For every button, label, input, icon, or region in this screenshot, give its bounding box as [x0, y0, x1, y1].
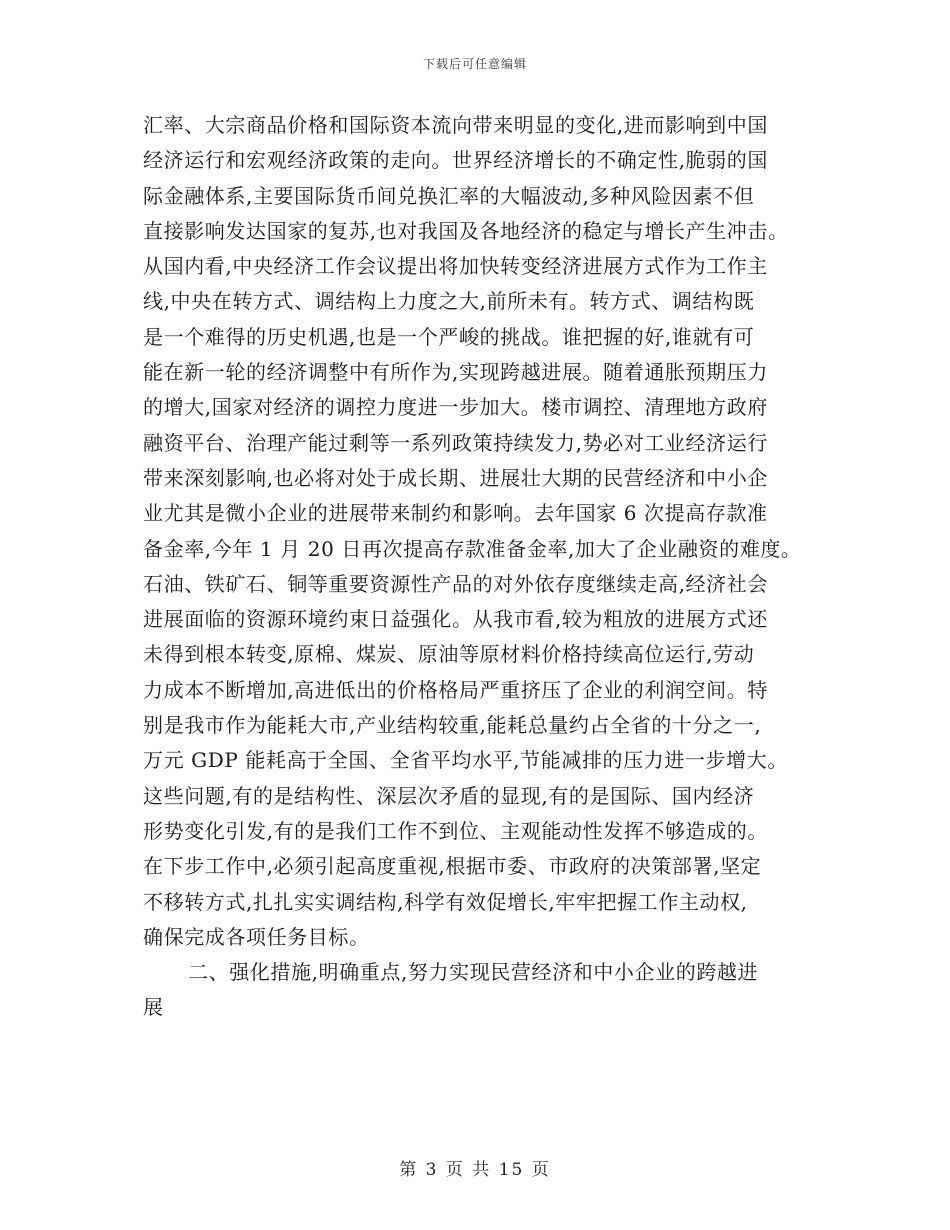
body-line: 万元 GDP 能耗高于全国、全省平均水平,节能减排的压力进一步增大。 — [143, 748, 788, 773]
body-line: 石油、铁矿石、铜等重要资源性产品的对外依存度继续走高,经济社会 — [143, 571, 768, 596]
body-line: 进展面临的资源环境约束日益强化。从我市看,较为粗放的进展方式还 — [143, 607, 768, 632]
body-line: 的增大,国家对经济的调控力度进一步加大。楼市调控、清理地方政府 — [143, 395, 768, 420]
document-body — [143, 108, 813, 1026]
section-heading-continuation: 展 — [143, 995, 164, 1020]
body-line: 业尤其是微小企业的进展带来制约和影响。去年国家 6 次提高存款准 — [143, 501, 768, 526]
body-line: 别是我市作为能耗大市,产业结构较重,能耗总量约占全省的十分之一, — [143, 713, 762, 738]
body-line: 从国内看,中央经济工作会议提出将加快转变经济进展方式作为工作主 — [143, 254, 768, 279]
body-line: 这些问题,有的是结构性、深层次矛盾的显现,有的是国际、国内经济 — [143, 783, 755, 808]
body-line: 形势变化引发,有的是我们工作不到位、主观能动性发挥不够造成的。 — [143, 818, 768, 843]
body-line: 不移转方式,扎扎实实调结构,科学有效促增长,牢牢把握工作主动权, — [143, 889, 748, 914]
body-line: 是一个难得的历史机遇,也是一个严峻的挑战。谁把握的好,谁就有可 — [143, 324, 755, 349]
body-line: 能在新一轮的经济调整中有所作为,实现跨越进展。随着通胀预期压力 — [143, 360, 768, 385]
body-line: 经济运行和宏观经济政策的走向。世界经济增长的不确定性,脆弱的国 — [143, 148, 768, 173]
page-header: 下载后可任意编辑 — [422, 57, 527, 71]
body-line: 际金融体系,主要国际货币间兑换汇率的大幅波动,多种风险因素不但 — [143, 183, 755, 208]
body-line: 在下步工作中,必须引起高度重视,根据市委、市政府的决策部署,坚定 — [143, 854, 762, 879]
body-line: 线,中央在转方式、调结构上力度之大,前所未有。转方式、调结构既 — [143, 289, 755, 314]
body-line: 力成本不断增加,高进低出的价格格局严重挤压了企业的利润空间。特 — [143, 677, 768, 702]
body-line: 融资平台、治理产能过剩等一系列政策持续发力,势必对工业经济运行 — [143, 430, 768, 455]
section-heading: 二、强化措施,明确重点,努力实现民营经济和中小企业的跨越进 — [188, 960, 759, 985]
body-line: 带来深刻影响,也必将对处于成长期、进展壮大期的民营经济和中小企 — [143, 465, 768, 490]
body-line: 确保完成各项任务目标。 — [143, 924, 370, 949]
page-number-footer: 第 3 页 共 15 页 — [399, 1160, 551, 1180]
body-line: 汇率、大宗商品价格和国际资本流向带来明显的变化,进而影响到中国 — [143, 113, 768, 137]
body-line: 备金率,今年 1 月 20 日再次提高存款准备金率,加大了企业融资的难度。 — [143, 536, 802, 561]
body-line: 直接影响发达国家的复苏,也对我国及各地经济的稳定与增长产生冲击。 — [143, 218, 789, 243]
body-line: 未得到根本转变,原棉、煤炭、原油等原材料价格持续高位运行,劳动 — [143, 642, 755, 667]
